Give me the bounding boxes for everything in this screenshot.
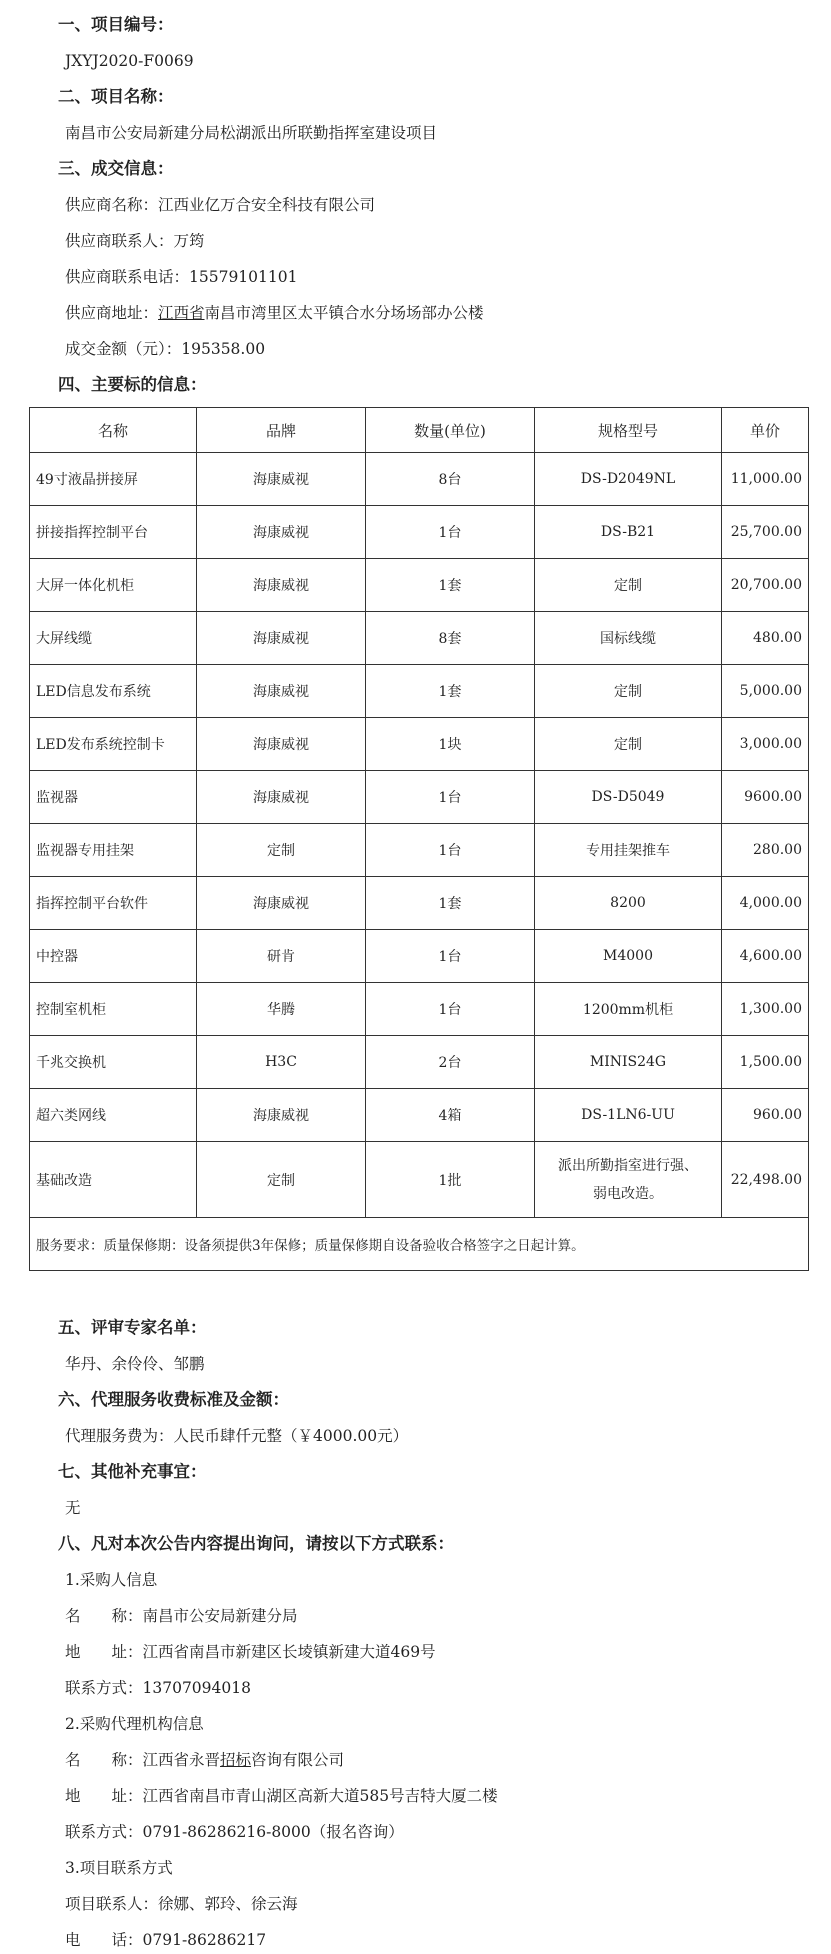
table-cell: 定制 — [535, 559, 722, 612]
other-matters: 无 — [65, 1499, 81, 1517]
table-cell: 定制 — [197, 1142, 366, 1218]
section-5-title: 五、评审专家名单： — [58, 1318, 207, 1337]
table-cell: 8套 — [366, 612, 535, 665]
agency-name-rest: 咨询有限公司 — [251, 1751, 345, 1769]
spec-line: 派出所勤指室进行强、 — [558, 1157, 698, 1174]
section-4-title: 四、主要标的信息： — [58, 375, 207, 394]
supplier-address — [65, 302, 484, 324]
table-cell: LED信息发布系统 — [30, 665, 197, 718]
table-cell: 3,000.00 — [722, 718, 809, 771]
table-cell: 8台 — [366, 453, 535, 506]
table-cell: DS-B21 — [535, 506, 722, 559]
table-cell: 1台 — [366, 824, 535, 877]
table-row — [30, 665, 809, 718]
table-cell: M4000 — [535, 930, 722, 983]
agency-contact: 联系方式：0791-86286216-8000（报名咨询） — [65, 1823, 404, 1841]
table-cell: 20,700.00 — [722, 559, 809, 612]
table-cell: 国标线缆 — [535, 612, 722, 665]
table-cell: 拼接指挥控制平台 — [30, 506, 197, 559]
table-row — [30, 771, 809, 824]
table-row — [30, 1089, 809, 1142]
table-cell: 海康威视 — [197, 1089, 366, 1142]
section-7-title: 七、其他补充事宜： — [58, 1462, 207, 1481]
table-cell: 监视器专用挂架 — [30, 824, 197, 877]
table-row — [30, 983, 809, 1036]
address-rest: 南昌市湾里区太平镇合水分场场部办公楼 — [204, 304, 484, 322]
project-number: JXYJ2020-F0069 — [65, 52, 194, 70]
agency-fee: 代理服务费为：人民币肆仟元整（￥4000.00元） — [65, 1427, 409, 1445]
table-cell: 监视器 — [30, 771, 197, 824]
table-cell: 4,000.00 — [722, 877, 809, 930]
table-cell: 海康威视 — [197, 612, 366, 665]
header-cell: 规格型号 — [535, 408, 722, 453]
table-cell: 480.00 — [722, 612, 809, 665]
table-cell: 1200mm机柜 — [535, 983, 722, 1036]
section-3-title: 三、成交信息： — [58, 159, 174, 178]
table-cell: 4箱 — [366, 1089, 535, 1142]
supplier-contact: 供应商联系人：万筠 — [65, 232, 205, 250]
agency-name-link[interactable]: 招标 — [220, 1751, 252, 1769]
table-cell: 1批 — [366, 1142, 535, 1218]
project-contact-heading: 3.项目联系方式 — [65, 1859, 173, 1877]
table-cell: 千兆交换机 — [30, 1036, 197, 1089]
expert-list: 华丹、余伶伶、邹鹏 — [65, 1355, 205, 1373]
spec-text — [558, 1152, 698, 1208]
header-cell: 品牌 — [197, 408, 366, 453]
table-cell: 960.00 — [722, 1089, 809, 1142]
table-cell: 海康威视 — [197, 665, 366, 718]
table-row — [30, 612, 809, 665]
table-cell: 2台 — [366, 1036, 535, 1089]
project-name: 南昌市公安局新建分局松湖派出所联勤指挥室建设项目 — [65, 124, 438, 142]
header-cell: 单价 — [722, 408, 809, 453]
buyer-address: 地 址：江西省南昌市新建区长堎镇新建大道469号 — [65, 1643, 436, 1661]
table-cell: 海康威视 — [197, 718, 366, 771]
table-cell: 基础改造 — [30, 1142, 197, 1218]
table-cell: 海康威视 — [197, 506, 366, 559]
table-cell: 1套 — [366, 665, 535, 718]
table-row — [30, 877, 809, 930]
table-cell: 1台 — [366, 506, 535, 559]
project-contact-persons: 项目联系人：徐娜、郭玲、徐云海 — [65, 1895, 298, 1913]
table-cell: 49寸液晶拼接屏 — [30, 453, 197, 506]
table-cell: 22,498.00 — [722, 1142, 809, 1218]
table-row — [30, 559, 809, 612]
buyer-contact: 联系方式：13707094018 — [65, 1679, 251, 1697]
table-cell: DS-D2049NL — [535, 453, 722, 506]
table-cell: 1套 — [366, 877, 535, 930]
supplier-phone: 供应商联系电话：15579101101 — [65, 268, 298, 286]
section-6-title: 六、代理服务收费标准及金额： — [58, 1390, 289, 1409]
header-cell: 名称 — [30, 408, 197, 453]
table-cell: LED发布系统控制卡 — [30, 718, 197, 771]
table-header-row — [30, 408, 809, 453]
table-row — [30, 824, 809, 877]
table-cell: 华腾 — [197, 983, 366, 1036]
agency-name-prefix: 名 称：江西省永晋 — [65, 1751, 221, 1769]
agency-name — [65, 1749, 344, 1771]
address-link[interactable]: 江西省 — [158, 304, 205, 322]
table-cell: DS-1LN6-UU — [535, 1089, 722, 1142]
section-2-title: 二、项目名称： — [58, 87, 174, 106]
table-cell: 4,600.00 — [722, 930, 809, 983]
table-cell: 定制 — [197, 824, 366, 877]
table-cell: 1,300.00 — [722, 983, 809, 1036]
agency-address: 地 址：江西省南昌市青山湖区高新大道585号吉特大厦二楼 — [65, 1787, 498, 1805]
service-row — [30, 1218, 809, 1271]
table-cell: 定制 — [535, 718, 722, 771]
buyer-heading: 1.采购人信息 — [65, 1571, 158, 1589]
table-cell: 280.00 — [722, 824, 809, 877]
table-cell: 25,700.00 — [722, 506, 809, 559]
table-cell — [535, 1142, 722, 1218]
table-cell: 8200 — [535, 877, 722, 930]
agency-heading: 2.采购代理机构信息 — [65, 1715, 204, 1733]
table-cell: 1块 — [366, 718, 535, 771]
table-cell: 1套 — [366, 559, 535, 612]
table-row — [30, 506, 809, 559]
table-row — [30, 1036, 809, 1089]
table-cell: 指挥控制平台软件 — [30, 877, 197, 930]
table-cell: 定制 — [535, 665, 722, 718]
address-prefix: 供应商地址： — [65, 304, 159, 322]
table-cell: 研肯 — [197, 930, 366, 983]
table-cell: 超六类网线 — [30, 1089, 197, 1142]
table-cell: 11,000.00 — [722, 453, 809, 506]
table-cell: H3C — [197, 1036, 366, 1089]
supplier-name: 供应商名称：江西业亿万合安全科技有限公司 — [65, 196, 376, 214]
table-cell: 海康威视 — [197, 771, 366, 824]
table-row — [30, 718, 809, 771]
table-row — [30, 1142, 809, 1218]
table-cell: DS-D5049 — [535, 771, 722, 824]
table-cell: 中控器 — [30, 930, 197, 983]
table-cell: 9600.00 — [722, 771, 809, 824]
section-8-title: 八、凡对本次公告内容提出询问，请按以下方式联系： — [58, 1534, 454, 1553]
table-cell: 5,000.00 — [722, 665, 809, 718]
table-cell: 大屏线缆 — [30, 612, 197, 665]
table-cell: 1,500.00 — [722, 1036, 809, 1089]
items-table — [29, 407, 809, 1271]
deal-amount: 成交金额（元）：195358.00 — [65, 340, 266, 358]
section-1-title: 一、项目编号： — [58, 15, 174, 34]
table-cell: 1台 — [366, 983, 535, 1036]
table-cell: 海康威视 — [197, 453, 366, 506]
table-cell: 专用挂架推车 — [535, 824, 722, 877]
table-cell: 海康威视 — [197, 559, 366, 612]
service-requirements: 服务要求：质量保修期：设备须提供3年保修；质量保修期自设备验收合格签字之日起计算。 — [30, 1218, 809, 1271]
buyer-name: 名 称：南昌市公安局新建分局 — [65, 1607, 298, 1625]
table-row — [30, 930, 809, 983]
table-cell: 海康威视 — [197, 877, 366, 930]
table-cell: 控制室机柜 — [30, 983, 197, 1036]
table-cell: 1台 — [366, 930, 535, 983]
table-row — [30, 453, 809, 506]
header-cell: 数量(单位) — [366, 408, 535, 453]
project-phone: 电 话：0791-86286217 — [65, 1931, 267, 1949]
table-cell: 1台 — [366, 771, 535, 824]
table-cell: 大屏一体化机柜 — [30, 559, 197, 612]
spec-line: 弱电改造。 — [593, 1185, 663, 1202]
table-cell: MINIS24G — [535, 1036, 722, 1089]
